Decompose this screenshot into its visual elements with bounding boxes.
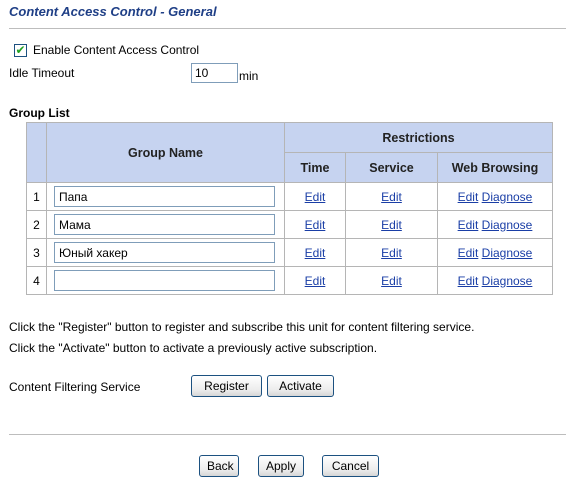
- footer-divider: [9, 434, 566, 435]
- row-number: 1: [27, 183, 47, 211]
- web-edit-link[interactable]: Edit: [457, 189, 479, 204]
- web-diagnose-link[interactable]: Diagnose: [481, 189, 533, 204]
- row-number: 3: [27, 239, 47, 267]
- time-cell: [285, 211, 346, 239]
- time-edit-link[interactable]: Edit: [304, 217, 326, 232]
- table-row: [27, 239, 553, 267]
- idle-timeout-label: Idle Timeout: [9, 66, 75, 80]
- row-number: 2: [27, 211, 47, 239]
- service-edit-link[interactable]: Edit: [381, 245, 402, 260]
- web-browsing-cell: [438, 211, 553, 239]
- service-edit-link[interactable]: Edit: [381, 217, 402, 232]
- time-header: Time: [285, 153, 346, 183]
- back-button[interactable]: Back: [199, 455, 239, 477]
- service-cell: [346, 183, 438, 211]
- group-name-cell: [47, 211, 285, 239]
- enable-checkbox[interactable]: [14, 44, 27, 57]
- table-row: [27, 211, 553, 239]
- register-info-text: Click the "Register" button to register and subscribe this unit for content filtering service.: [9, 320, 475, 334]
- web-edit-link[interactable]: Edit: [457, 217, 479, 232]
- enable-row: [14, 43, 199, 57]
- idle-timeout-input[interactable]: [191, 63, 238, 83]
- service-header: Service: [346, 153, 438, 183]
- index-header: [27, 123, 47, 183]
- register-button[interactable]: Register: [191, 375, 262, 397]
- group-list-table: [26, 122, 553, 295]
- enable-label: Enable Content Access Control: [33, 43, 200, 57]
- group-list-heading: Group List: [9, 106, 70, 120]
- time-edit-link[interactable]: Edit: [304, 189, 326, 204]
- web-diagnose-link[interactable]: Diagnose: [481, 245, 533, 260]
- time-cell: [285, 183, 346, 211]
- web-browsing-cell: [438, 239, 553, 267]
- group-name-input[interactable]: [54, 186, 275, 207]
- apply-button[interactable]: Apply: [258, 455, 304, 477]
- group-name-header: Group Name: [47, 123, 285, 183]
- web-browsing-header: Web Browsing: [438, 153, 553, 183]
- web-browsing-cell: [438, 183, 553, 211]
- time-cell: [285, 239, 346, 267]
- restrictions-header: Restrictions: [285, 123, 553, 153]
- web-edit-link[interactable]: Edit: [457, 245, 479, 260]
- service-cell: [346, 211, 438, 239]
- service-edit-link[interactable]: Edit: [381, 189, 402, 204]
- time-edit-link[interactable]: Edit: [304, 273, 326, 288]
- page-title: Content Access Control - General: [9, 4, 217, 19]
- group-name-input[interactable]: [54, 214, 275, 235]
- service-edit-link[interactable]: Edit: [381, 273, 402, 288]
- service-cell: [346, 239, 438, 267]
- content-filtering-label: Content Filtering Service: [9, 380, 141, 394]
- activate-info-text: Click the "Activate" button to activate a previously active subscription.: [9, 341, 378, 355]
- checkmark-icon: ✔: [15, 43, 26, 57]
- time-edit-link[interactable]: Edit: [304, 245, 326, 260]
- title-divider: [9, 28, 566, 29]
- time-cell: [285, 267, 346, 295]
- table-row: [27, 183, 553, 211]
- cancel-button[interactable]: Cancel: [322, 455, 379, 477]
- group-name-cell: [47, 239, 285, 267]
- web-browsing-cell: [438, 267, 553, 295]
- table-row: [27, 267, 553, 295]
- group-name-input[interactable]: [54, 270, 275, 291]
- idle-timeout-unit: min: [239, 69, 259, 83]
- activate-button[interactable]: Activate: [267, 375, 334, 397]
- group-name-cell: [47, 267, 285, 295]
- row-number: 4: [27, 267, 47, 295]
- service-cell: [346, 267, 438, 295]
- web-diagnose-link[interactable]: Diagnose: [481, 217, 533, 232]
- web-diagnose-link[interactable]: Diagnose: [481, 273, 533, 288]
- group-name-input[interactable]: [54, 242, 275, 263]
- group-name-cell: [47, 183, 285, 211]
- web-edit-link[interactable]: Edit: [457, 273, 479, 288]
